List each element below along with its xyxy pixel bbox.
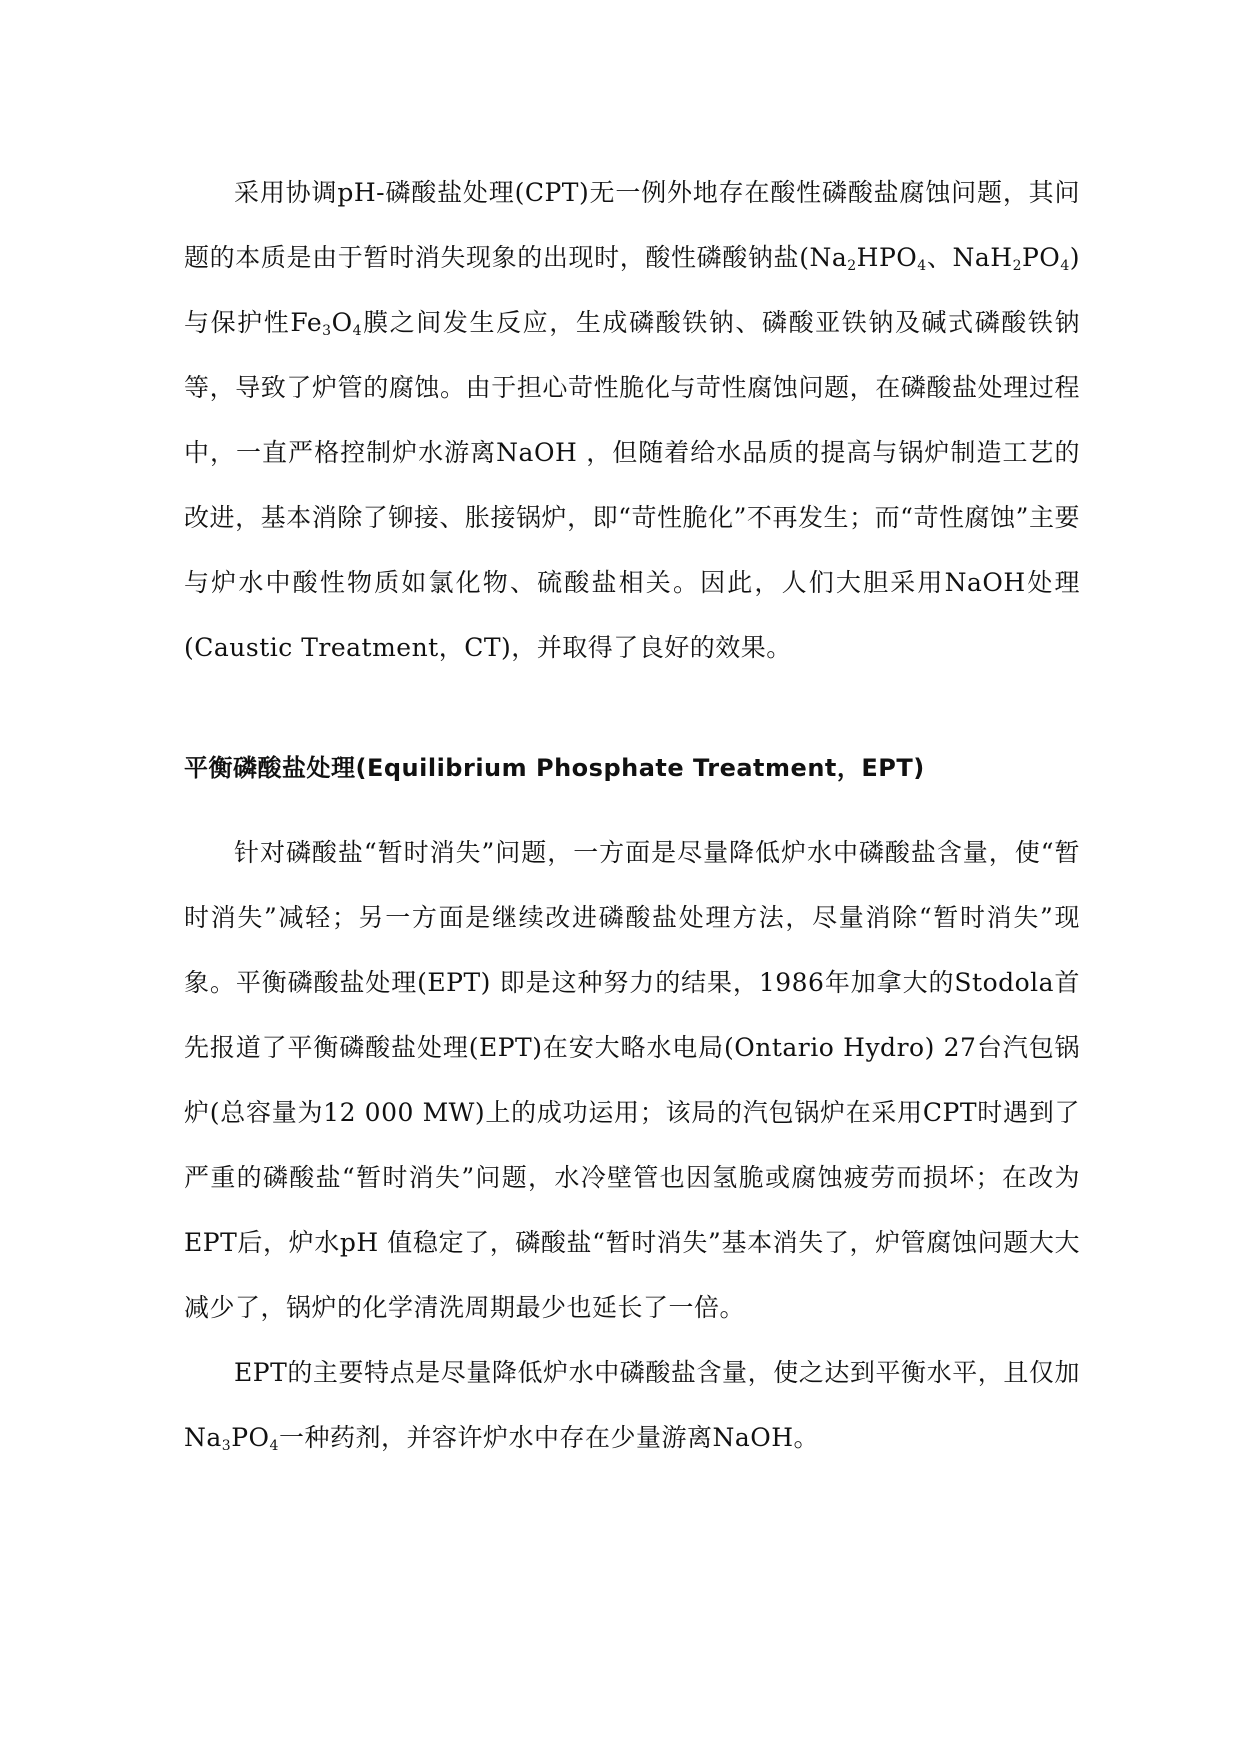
subscript: 3 xyxy=(221,1438,232,1454)
subscript: 4 xyxy=(1060,258,1070,274)
paragraph-1-text-d: PO xyxy=(1021,243,1061,272)
paragraph-cpt-corrosion xyxy=(184,160,1080,680)
paragraph-1-text-e: )与保护性Fe xyxy=(184,243,1080,337)
subscript: 2 xyxy=(1012,258,1022,274)
subscript: 4 xyxy=(269,1438,279,1454)
subscript: 4 xyxy=(917,258,927,274)
paragraph-3-text-c: 一种药剂，并容许炉水中存在少量游离NaOH。 xyxy=(278,1423,820,1452)
subscript: 3 xyxy=(322,323,332,339)
paragraph-1-text-a: 采用协调pH-磷酸盐处理(CPT)无一例外地存在酸性磷酸盐腐蚀问题，其问题的本质是由于暂时消失现象的出现时，酸性磷酸钠盐(Na xyxy=(184,178,1080,272)
subscript: 4 xyxy=(352,323,362,339)
document-body xyxy=(184,160,1080,1470)
paragraph-ept-features xyxy=(184,1340,1080,1470)
section-heading-ept: 平衡磷酸盐处理(Equilibrium Phosphate Treatment，EPT) xyxy=(184,754,925,782)
paragraph-3-text-b: PO xyxy=(231,1423,270,1452)
paragraph-1-text-c: 、NaH xyxy=(926,243,1013,272)
paragraph-1-text-f: O xyxy=(331,308,353,337)
paragraph-1-text-g: 膜之间发生反应，生成磷酸铁钠、磷酸亚铁钠及碱式磷酸铁钠等，导致了炉管的腐蚀。由于担心苛性脆化与苛性腐蚀问题，在磷酸盐处理过程中，一直严格控制炉水游离NaOH ，但随着给水品质的提高与锅炉制造工艺的改进，基本消除了铆接、胀接锅炉，即“苛性脆化”不再发生；而“苛性腐蚀”主要与炉水中酸性物质如氯化物、硫酸盐相关。因此，人们大胆采用NaOH处理(Caustic Treatment，CT)，并取得了良好的效果。 xyxy=(184,308,1080,662)
paragraph-1-text-b: HPO xyxy=(856,243,918,272)
paragraph-3-text-a: EPT的主要特点是尽量降低炉水中磷酸盐含量，使之达到平衡水平，且仅加Na xyxy=(184,1358,1080,1452)
subscript: 2 xyxy=(847,258,857,274)
paragraph-ept-background: 针对磷酸盐“暂时消失”问题，一方面是尽量降低炉水中磷酸盐含量，使“暂时消失”减轻；另一方面是继续改进磷酸盐处理方法，尽量消除“暂时消失”现象。平衡磷酸盐处理(EPT) 即是这种努力的结果，1986年加拿大的Stodola首先报道了平衡磷酸盐处理(EPT)在安大略水电局(Ontario Hydro) 27台汽包锅炉(总容量为12 000 MW)上的成功运用；该局的汽包锅炉在采用CPT时遇到了严重的磷酸盐“暂时消失”问题，水冷壁管也因氢脆或腐蚀疲劳而损坏；在改为EPT后，炉水pH 值稳定了，磷酸盐“暂时消失”基本消失了，炉管腐蚀问题大大减少了，锅炉的化学清洗周期最少也延长了一倍。 xyxy=(184,838,1080,1322)
